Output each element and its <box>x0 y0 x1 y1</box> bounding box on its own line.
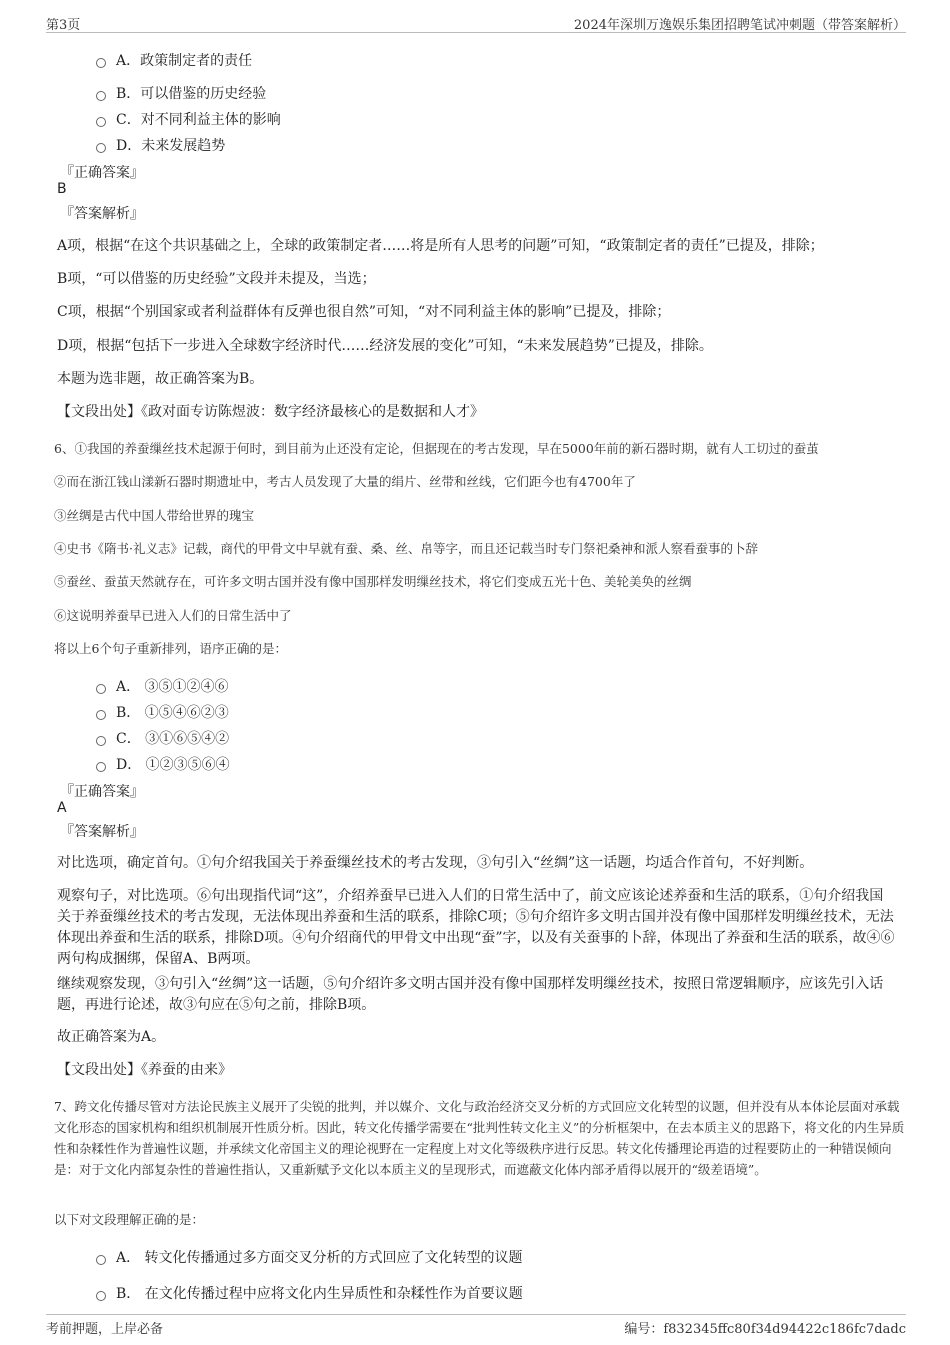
q6-answer: A <box>57 800 67 816</box>
q5-option-c[interactable]: C．对不同利益主体的影响 <box>96 109 281 129</box>
q6-sentence-3: ③丝绸是古代中国人带给世界的瑰宝 <box>54 508 255 523</box>
q6-analysis-1: 对比选项，确定首句。①句介绍我国关于养蚕缫丝技术的考古发现，③句引入“丝绸”这一话题，均适合作首句，不好判断。 <box>57 855 814 871</box>
page-header <box>46 14 906 33</box>
radio-icon[interactable] <box>96 710 106 720</box>
q7-option-b[interactable]: B． 在文化传播过程中应将文化内生异质性和杂糅性作为首要议题 <box>96 1283 523 1303</box>
page-number: 第3页 <box>46 18 81 33</box>
radio-icon[interactable] <box>96 736 106 746</box>
q5-option-b[interactable]: B．可以借鉴的历史经验 <box>96 83 266 103</box>
q6-sentence-1: 6、①我国的养蚕缫丝技术起源于何时，到目前为止还没有定论，但据现在的考古发现，早在5000年前的新石器时期，就有人工切过的蚕茧 <box>54 441 819 456</box>
q6-option-b[interactable]: B． ①⑤④⑥②③ <box>96 702 229 722</box>
q6-analysis-3: 继续观察发现，③句引入“丝绸”这一话题，⑤句介绍许多文明古国并没有像中国那样发明缫丝技术，按照日常逻辑顺序，应该先引入话题，再进行论述，故③句应在⑤句之前，排除B项。 <box>57 976 884 1013</box>
footer-serial: 编号：f832345ffc80f34d94422c186fc7dadc <box>624 1322 906 1337</box>
radio-icon[interactable] <box>96 1291 106 1301</box>
q7-stem: 7、跨文化传播尽管对方法论民族主义展开了尖锐的批判，并以媒介、文化与政治经济交叉分析的方式回应文化转型的议题，但并没有从本体论层面对承载文化形态的国家机构和组织机制展开性质分析。因此，转文化传播学需要在“批判性转文化主义”的分析框架中，在去本质主义的思路下，将文化的内生异质性和杂糅性作为普遍性议题，并承续文化帝国主义的理论视野在一定程度上对文化等级秩序进行反思。转文化传播理论再造的过程要防止的一种错误倾向是：对于文化内部复杂性的普遍性指认，又重新赋予文化以本质主义的呈现形式，而遮蔽文化体内部矛盾得以展开的“级差语境”。 <box>54 1099 905 1177</box>
radio-icon[interactable] <box>96 143 106 153</box>
q6-sentence-4: ④史书《隋书·礼义志》记载，商代的甲骨文中早就有蚕、桑、丝、帛等字，而且还记载当时专门祭祀桑神和派人察看蚕事的卜辞 <box>54 541 758 556</box>
radio-icon[interactable] <box>96 684 106 694</box>
radio-icon[interactable] <box>96 91 106 101</box>
q5-conclusion: 本题为选非题，故正确答案为B。 <box>57 371 264 387</box>
q7-question: 以下对文段理解正确的是： <box>54 1212 205 1227</box>
document-title: 2024年深圳万逸娱乐集团招聘笔试冲刺题（带答案解析） <box>573 18 906 33</box>
q6-sentence-5: ⑤蚕丝、蚕茧天然就存在，可许多文明古国并没有像中国那样发明缫丝技术，将它们变成五光十色、美轮美奂的丝绸 <box>54 574 692 589</box>
q6-analysis-label: 『答案解析』 <box>60 824 144 840</box>
radio-icon[interactable] <box>96 117 106 127</box>
q6-option-d[interactable]: D． ①②③⑤⑥④ <box>96 754 230 774</box>
q5-option-a[interactable]: A．政策制定者的责任 <box>96 50 252 70</box>
q5-analysis-b: B项，“可以借鉴的历史经验”文段并未提及，当选； <box>57 271 376 287</box>
q6-question: 将以上6个句子重新排列，语序正确的是： <box>54 641 287 656</box>
q6-source: 【文段出处】《养蚕的由来》 <box>57 1062 232 1078</box>
q5-source: 【文段出处】《政对面专访陈煜波：数字经济最核心的是数据和人才》 <box>57 404 484 420</box>
q6-answer-label: 『正确答案』 <box>60 784 144 800</box>
q5-analysis-a: A项，根据“在这个共识基础之上，全球的政策制定者……将是所有人思考的问题”可知，“政策制定者的责任”已提及，排除； <box>57 238 824 254</box>
q5-analysis-d: D项，根据“包括下一步进入全球数字经济时代……经济发展的变化”可知，“未来发展趋势”已提及，排除。 <box>57 338 713 354</box>
q6-option-c[interactable]: C． ③①⑥⑤④② <box>96 728 229 748</box>
q5-answer: B <box>57 181 67 197</box>
radio-icon[interactable] <box>96 1255 106 1265</box>
q6-sentence-6: ⑥这说明养蚕早已进入人们的日常生活中了 <box>54 608 292 623</box>
q7-option-a[interactable]: A． 转文化传播通过多方面交叉分析的方式回应了文化转型的议题 <box>96 1247 523 1267</box>
q5-answer-label: 『正确答案』 <box>60 165 144 181</box>
q6-option-a[interactable]: A． ③⑤①②④⑥ <box>96 676 229 696</box>
q5-analysis-label: 『答案解析』 <box>60 206 144 222</box>
q6-sentence-2: ②而在浙江钱山漾新石器时期遗址中，考古人员发现了大量的绢片、丝带和丝线，它们距今也有4700年了 <box>54 474 636 489</box>
radio-icon[interactable] <box>96 762 106 772</box>
q5-option-d[interactable]: D．未来发展趋势 <box>96 135 225 155</box>
page-footer <box>46 1314 906 1335</box>
q6-analysis-2: 观察句子，对比选项。⑥句出现指代词“这”，介绍养蚕早已进入人们的日常生活中了，前文应该论述养蚕和生活的联系，①句介绍我国关于养蚕缫丝技术的考古发现，无法体现出养蚕和生活的联系，排除C项；⑤句介绍许多文明古国并没有像中国那样发明缫丝技术，无法体现出养蚕和生活的联系，排除D项。④句介绍商代的甲骨文中出现“蚕”字，以及有关蚕事的卜辞，体现出了养蚕和生活的联系，故④⑥两句构成捆绑，保留A、B两项。 <box>57 888 895 967</box>
footer-slogan: 考前押题，上岸必备 <box>46 1322 164 1337</box>
q5-analysis-c: C项，根据“个别国家或者利益群体有反弹也很自然”可知，“对不同利益主体的影响”已提及，排除； <box>57 304 671 320</box>
radio-icon[interactable] <box>96 58 106 68</box>
q6-conclusion: 故正确答案为A。 <box>57 1029 166 1045</box>
